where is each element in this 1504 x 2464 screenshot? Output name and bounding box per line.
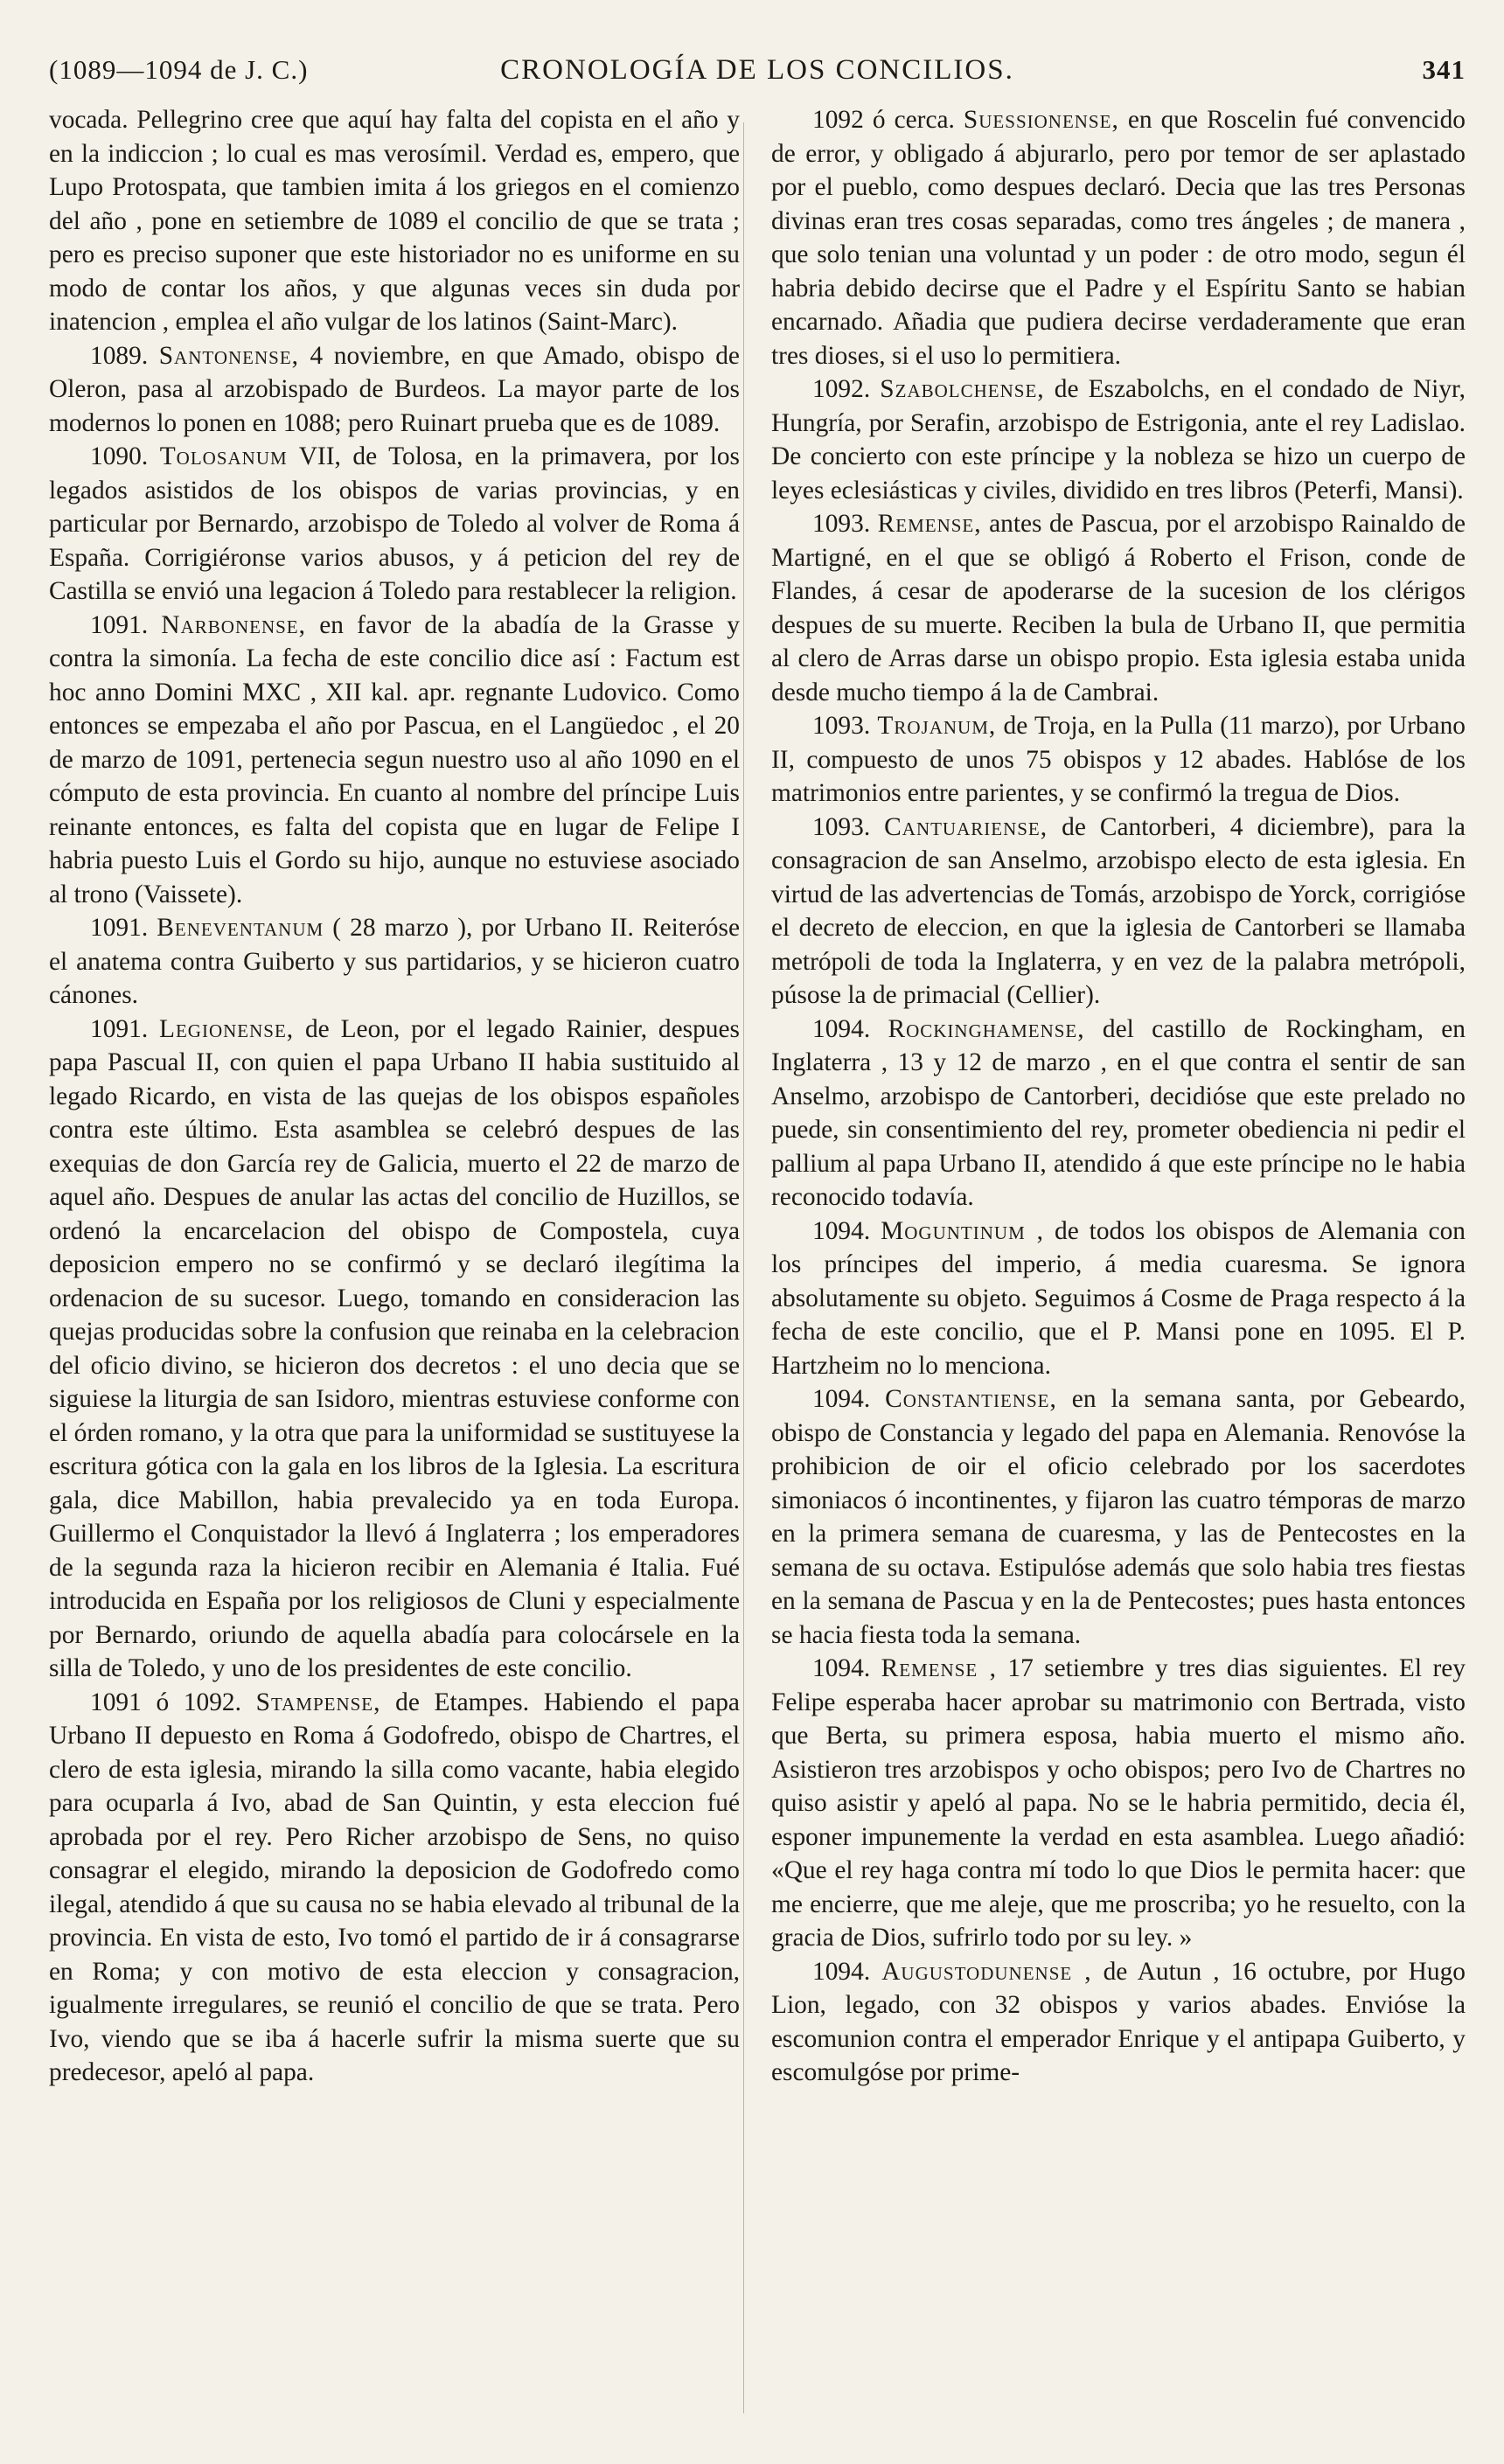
- entry-text: 17 setiembre y tres dias siguientes. El rey Felipe esperaba hacer aprobar su matrimonio con Bertrada, visto que Berta, su primera esposa, habia muerto el mismo año. Asistieron tres arzobispos y ocho obispos; pero Ivo de Chartres no quiso asistir y apeló al papa. No se le habria permitido, decia él, esponer impunemente la verdad en esta asamblea. Luego añadió: «Que el rey haga contra mí todo lo que Dios le permita hacer: que me encierre, que me aleje, que me proscriba; yo he resuelto, con la gracia de Dios, sufrirlo todo por su ley. »: [771, 1654, 1466, 1952]
- council-entry: [771, 1013, 1466, 1215]
- council-name: Tolosanum: [159, 442, 288, 470]
- left-column: [49, 103, 740, 2090]
- column-divider: [743, 122, 744, 2413]
- entry-date: 1094.: [812, 1957, 871, 1986]
- entry-text: de Troja, en la Pulla (11 marzo), por Urbano II, compuesto de unos 75 obispos y 12 abades. Hablóse de los matrimonios entre parientes, y se confirmó la tregua de Dios.: [771, 712, 1466, 807]
- council-name: Suessionense,: [963, 106, 1119, 134]
- page-title: CRONOLOGÍA DE LOS CONCILIOS.: [500, 54, 1014, 86]
- council-name: Stampense,: [255, 1688, 381, 1716]
- council-entry: [771, 507, 1466, 709]
- council-entry: [49, 1686, 740, 2090]
- council-name: Narbonense,: [161, 610, 306, 639]
- entry-date: 1091 ó 1092.: [90, 1688, 241, 1716]
- council-name: Moguntinum ,: [881, 1216, 1045, 1245]
- entry-date: 1091.: [90, 1014, 149, 1043]
- council-name: Szabolchense,: [880, 375, 1045, 403]
- entry-text: de Leon, por el legado Rainier, despues papa Pascual II, con quien el papa Urbano II habia sustituido al legado Ricardo, en vista de las quejas de los obispos españoles contra este último. Esta asamblea se celebró despues de las exequias de don García rey de Galicia, muerto el 22 de marzo de aquel año. Despues de anular las actas del concilio de Huzillos, se ordenó la encarcelacion del obispo de Compostela, cuya deposicion empero no se confirmó y se declaró ilegítima la ordenacion de su sucesor. Luego, tomando en consideracion las quejas producidas sobre la confusion que reinaba en la celebracion del oficio divino, se hicieron dos decretos : el uno decia que se siguiese la liturgia de san Isidoro, mientras estuviese conforme con el órden romano, y la otra que para la uniformidad se sustituyese la escritura gótica con la gala en los libros de la Iglesia. La escritura gala, dice Mabillon, habia prevalecido ya en toda Europa. Guillermo el Conquistador la llevó á Inglaterra ; los emperadores de la segunda raza la hicieron recibir en Alemania é Italia. Fué introducida en España por los religiosos de Cluni y especialmente por Bernardo, oriundo de aquella abadía para colocársele en la silla de Toledo, y uno de los presidentes de este concilio.: [49, 1014, 740, 1682]
- entry-date: 1094.: [812, 1014, 871, 1043]
- entry-date: 1093.: [812, 712, 871, 740]
- council-name: Augustodunense ,: [881, 1957, 1092, 1986]
- council-entry: [771, 1652, 1466, 1955]
- council-name: Beneventanum: [157, 914, 324, 942]
- entry-date: 1090.: [90, 442, 149, 470]
- entry-date: 1089.: [90, 341, 149, 370]
- council-entry: [49, 609, 740, 912]
- entry-text: antes de Pascua, por el arzobispo Rainaldo de Martigné, en el que se obligó á Roberto el Frison, conde de Flandes, á cesar de apoderarse de la sucesion de los clérigos despues de su muerte. Reciben la bula de Urbano II, que permitia al clero de Arras darse un obispo propio. Esta iglesia estaba unida desde mucho tiempo á la de Cambrai.: [771, 510, 1466, 706]
- entry-date: 1092.: [812, 375, 871, 403]
- entry-text: del castillo de Rockingham, en Inglaterra , 13 y 12 de marzo , en el que contra el sentir de san Anselmo, arzobispo de Cantorberi, decidióse que este prelado no puede, sin consentimiento del rey, prometer obediencia ni pedir el pallium al papa Urbano II, atendido á que este príncipe no le habia reconocido todavía.: [771, 1014, 1466, 1211]
- entry-text: VII, de Tolosa, en la primavera, por los legados asistidos de los obispos de varias provincias, y en particular por Bernardo, arzobispo de Toledo al volver de Roma á España. Corrigiéronse varios abusos, y á peticion del rey de Castilla se envió una legacion á Toledo para restablecer la religion.: [49, 442, 740, 605]
- entry-date: 1094.: [812, 1385, 871, 1413]
- header-date-range: (1089—1094 de J. C.): [49, 54, 309, 85]
- entry-date: 1094.: [812, 1216, 871, 1245]
- council-name: Trojanum,: [877, 712, 997, 740]
- entry-text: de Autun , 16 octubre, por Hugo Lion, legado, con 32 obispos y varios abades. Envióse la escomunion contra el emperador Enrique y el antipapa Guiberto, y escomulgóse por prime-: [771, 1957, 1466, 2086]
- right-column: [771, 103, 1466, 2090]
- entry-text: en que Roscelin fué convencido de error, y obligado á abjurarlo, pero por temor de ser aplastado por el pueblo, como despues declaró. Decia que las tres Personas divinas eran tres cosas separadas, como tres ángeles ; de manera , que solo tenian una voluntad y un poder : de otro modo, segun él habria debido decirse que el Padre y el Espíritu Santo se habian encarnado. Añadia que pudiera decirse verdaderamente que eran tres dioses, si el uso lo permitiera.: [771, 106, 1466, 370]
- entry-date: 1092 ó cerca.: [812, 106, 955, 134]
- council-entry: [49, 339, 740, 441]
- entry-text: de Eszabolchs, en el condado de Niyr, Hungría, por Serafin, arzobispo de Estrigonia, ante el rey Ladislao. De concierto con este príncipe y la nobleza se hizo un cuerpo de leyes eclesiásticas y civiles, dividido en tres libros (Peterfi, Mansi).: [771, 375, 1466, 505]
- council-entry: [771, 372, 1466, 507]
- council-name: Rockinghamense,: [888, 1014, 1085, 1043]
- council-entry: [49, 911, 740, 1013]
- council-entry: [49, 103, 740, 339]
- council-entry: [771, 103, 1466, 372]
- entry-text: de Etampes. Habiendo el papa Urbano II depuesto en Roma á Godofredo, obispo de Chartres, el clero de esta iglesia, mirando la silla como vacante, habia elegido para ocuparla á Ivo, abad de San Quintin, y esta eleccion fué aprobada por el rey. Pero Richer arzobispo de Sens, no quiso consagrar el elegido, mirando la deposicion de Godofredo como ilegal, atendido á que su causa no se habia elevado al tribunal de la provincia. En vista de esto, Ivo tomó el partido de ir á consagrarse en Roma; y con motivo de esta eleccion y consagracion, igualmente irregulares, se reunió el concilio de que se trata. Pero Ivo, viendo que se iba á hacerle sufrir la misma suerte que su predecesor, apeló al papa.: [49, 1688, 740, 2086]
- council-name: Cantuariense,: [884, 812, 1048, 841]
- council-entry: [49, 440, 740, 609]
- council-name: Remense,: [877, 510, 982, 538]
- council-entry: [771, 709, 1466, 811]
- entry-date: 1091.: [90, 914, 149, 942]
- entry-text: de todos los obispos de Alemania con los príncipes del imperio, á media cuaresma. Se ignora absolutamente su objeto. Seguimos á Cosme de Praga respecto á la fecha de este concilio, que el P. Mansi pone en 1095. El P. Hartzheim no lo menciona.: [771, 1216, 1466, 1380]
- council-name: Santonense,: [158, 341, 300, 370]
- council-entry: [771, 1215, 1466, 1383]
- entry-text: de Cantorberi, 4 diciembre), para la consagracion de san Anselmo, arzobispo electo de esta iglesia. En virtud de las advertencias de Tomás, arzobispo de Yorck, corrigióse el decreto de eleccion, en que la iglesia de Cantorberi se llamaba metrópoli de toda la Inglaterra, y en vez de la palabra metrópoli, púsose la de primacial (Cellier).: [771, 812, 1466, 1009]
- page-number: 341: [1422, 54, 1466, 85]
- entry-text: en la semana santa, por Gebeardo, obispo de Constancia y legado del papa en Alemania. Renovóse la prohibicion de oir el oficio celebrado por los sacerdotes simoniacos ó incontinentes, y fijaron las cuatro témporas de marzo en la primera semana de cuaresma, y las de Pentecostes en la semana de su octava. Estipulóse además que solo habia tres fiestas en la semana de Pascua y en la de Pentecostes; pues hasta entonces se hacia fiesta toda la semana.: [771, 1385, 1466, 1649]
- council-entry: [771, 1382, 1466, 1652]
- entry-date: 1094.: [812, 1654, 871, 1682]
- council-name: Legionense,: [159, 1014, 295, 1043]
- council-entry: [771, 1955, 1466, 2090]
- council-name: Constantiense,: [885, 1385, 1057, 1413]
- council-entry: [49, 1013, 740, 1686]
- council-entry: [771, 811, 1466, 1013]
- council-name: Remense ,: [881, 1654, 997, 1682]
- entry-date: 1091.: [90, 610, 149, 639]
- entry-text: ( 28 marzo ), por Urbano II. Reiteróse el anatema contra Guiberto y sus partidarios, y se hicieron cuatro cánones.: [49, 914, 740, 1009]
- entry-text: vocada. Pellegrino cree que aquí hay falta del copista en el año y en la indiccion ; lo cual es mas verosímil. Verdad es, empero, que Lupo Protospata, que tambien imita á los griegos en el comienzo del año , pone en setiembre de 1089 el concilio de que se trata ; pero es preciso suponer que este historiador no es uniforme en su modo de contar los años, y que algunas veces sin duda por inatencion , emplea el año vulgar de los latinos (Saint-Marc).: [49, 106, 740, 336]
- entry-date: 1093.: [812, 812, 871, 841]
- entry-date: 1093.: [812, 510, 871, 538]
- entry-text: en favor de la abadía de la Grasse y contra la simonía. La fecha de este concilio dice así : Factum est hoc anno Domini MXC , XII kal. apr. regnante Ludovico. Como entonces se empezaba el año por Pascua, en el Langüedoc , el 20 de marzo de 1091, pertenecia segun nuestro uso al año 1090 en el cómputo de esta provincia. En cuanto al nombre del príncipe Luis reinante entonces, es falta del copista que en lugar de Felipe I habria puesto Luis el Gordo su hijo, aunque no estuviese asociado al trono (Vaissete).: [49, 610, 740, 908]
- running-header: [49, 54, 1466, 100]
- entry-text: 4 noviembre, en que Amado, obispo de Oleron, pasa al arzobispado de Burdeos. La mayor parte de los modernos lo ponen en 1088; pero Ruinart prueba que es de 1089.: [49, 341, 740, 437]
